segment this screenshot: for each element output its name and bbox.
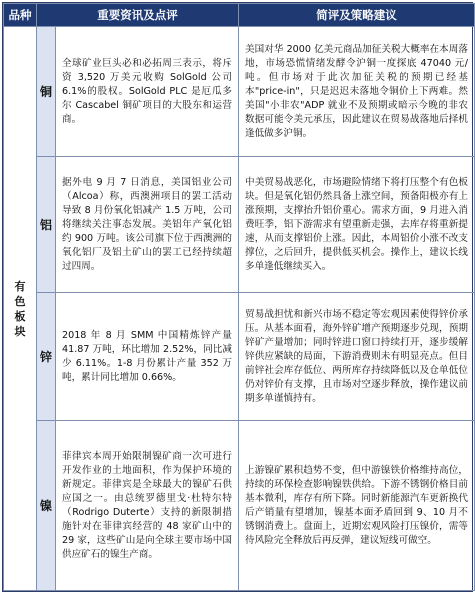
news-cell-nickel [56,421,239,591]
table-row [4,27,475,157]
header-news: 重要资讯及点评 [37,4,239,27]
advice-text: 贸易战担忧和新兴市场不稳定等宏观因素使得锌价承压。从基本面看，海外锌矿增产预期逐步兑现，预期锌矿产量增加；同时锌进口窗口持续打开，逐步缓解锌供应紧缺的局面，下游消费则未有明显亮点。但目前锌社会库存低位、两所库存持续降低以及仓单低位仍对锌价有支撑，且市场对空逐步释放，操作建议前期多单谨慎持有。 [245,308,468,404]
news-text: 据外电 9 月 7 日消息，美国铝业公司（Alcoa）称，西澳洲项目的罢工活动导致 8 月份氧化铝减产 1.5 万吨，公司将继续关注事态发展。美铝年产氧化铝约 900 万吨。该公司旗下位于西澳洲的氧化铝厂及铝土矿山的罢工已经持续超过四周。 [62,176,232,272]
advice-cell-nickel [239,421,475,591]
metal-cell-zinc: 锌 [37,293,56,421]
metal-cell-nickel: 镍 [37,421,56,591]
news-cell-zinc [56,293,239,421]
commodity-table-frame [2,2,473,592]
advice-text: 上游镍矿累积趋势不变，但中游镍铁价格维持高位，持续的环保检查影响镍铁供给。下游不锈钢价格目前基本微利，库存有所下降。同时新能源汽车更新换代后产销量有望增加，镍基本面矛盾回到 9、10 月不锈钢消费上。盘面上，近期宏观风险打压镍价，需等待风险完全释放后再反弹，建议短线可做空。 [245,464,468,546]
table-row [4,157,475,293]
table-row [4,293,475,421]
metal-cell-aluminum: 铝 [37,157,56,293]
category-label: 有色板块 [14,279,26,338]
advice-cell-zinc [239,293,475,421]
advice-cell-aluminum [239,157,475,293]
news-text: 2018 年 8 月 SMM 中国精炼锌产量 41.87 万吨，环比增加 2.52%，同比减少 6.11%。1-8 月份累计产量 352 万吨，累计同比增加 0.66%。 [62,329,236,383]
advice-text: 美国对华 2000 亿美元商品加征关税大概率在本周落地，市场恐慌情绪发酵令沪铜一度探底 47040 元/吨。但市场对于此次加征关税的预期已经基本"price-in"，只是迟迟未落地令铜价上下两难。然美国"小非农"ADP 就业不及预期或暗示今晚的非农数据可能令美元承压，因此建议在贸易战落地后择机逢低做多沪铜。 [245,43,468,139]
advice-cell-copper [239,27,475,157]
commodity-table [3,3,475,591]
advice-text: 中美贸易战恶化，市场避险情绪下将打压整个有色板块。但是氧化铝仍然具备上涨空间，预备阳极亦有上涨预期，支撑抬升铝价重心。需求方面，9 月进入消费旺季，铝下游需求有望重新走强，去库存将重新提速，从而支撑铝价上涨。因此，本周铝价小涨不改支撑位，之后回升，提供低买机会。操作上，建议长线多单逢低继续买入。 [245,176,468,272]
news-cell-aluminum [56,157,239,293]
category-cell [4,27,37,591]
news-text: 全球矿业巨头必和必拓周三表示，将斥资 3,520 万美元收购 SolGold 公司 6.1%的股权。SolGold PLC 是厄瓜多尔 Cascabel 铜矿项目的大股东和运营商。 [62,57,236,125]
news-cell-copper [56,27,239,157]
header-row [4,4,475,27]
table-row [4,421,475,591]
metal-cell-copper: 铜 [37,27,56,157]
header-advice: 简评及策略建议 [239,4,475,27]
header-category: 品种 [4,4,37,27]
news-text: 菲律宾本周开始限制镍矿商一次可进行开发作业的土地面积，作为保护环境的新规定。菲律宾是全球最大的镍矿石供应国之一。由总统罗德里戈·杜特尔特（Rodrigo Duterte）支持的新限制措施针对在菲律宾经营的 48 家矿山中的 29 家，这些矿山是向全球主要市场中国供应矿石的镍生产商。 [62,450,236,560]
